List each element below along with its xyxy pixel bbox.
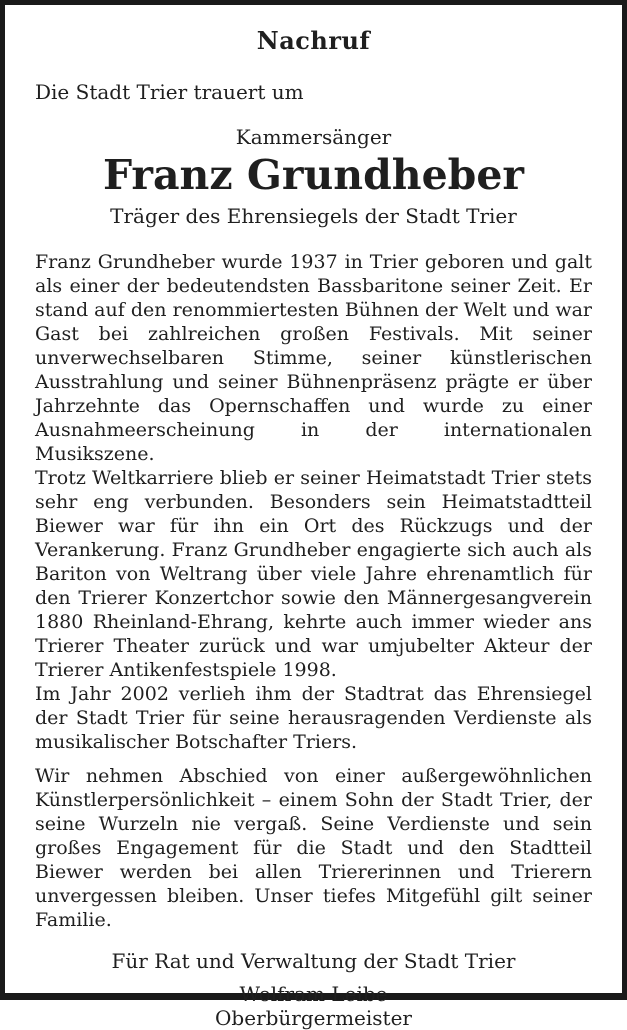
notice-title: Nachruf (256, 26, 371, 55)
body-paragraph-hometown: Trotz Weltkarriere blieb er seiner Heimatstadt Trier stets sehr eng verbunden. Besonders sein Heimatstadtteil Biewer war für ihn ein Ort des Rückzugs und der Verankerung. Franz Grundheber engagierte sich auch als Bariton von Weltrang über viele Jahre ehrenamtlich für den Trierer Konzertchor sowie den Männergesangverein 1880 Rheinland-Ehrang, kehrte auch immer wieder ans Trierer Theater zurück und war umjubelter Akteur der Trierer Antikenfestspiele 1998. (35, 466, 592, 681)
deceased-name: Franz Grundheber (102, 150, 525, 199)
signature-name: Wolfram Leibe (239, 981, 388, 1006)
intro-line: Die Stadt Trier trauert um (35, 79, 304, 104)
body-paragraph-farewell: Wir nehmen Abschied von einer außergewöhnlichen Künstlerpersönlichkeit – einem Sohn der Stadt Trier, der seine Wurzeln nie vergaß. Seine Verdienste und sein großes Engagement für die Stadt und den Stadtteil Biewer werden bei allen Triererinnen und Trierern unvergessen bleiben. Unser tiefes Mitgefühl gilt seiner Familie. (35, 764, 592, 931)
signature-title: Oberbürgermeister (215, 1005, 412, 1030)
body-paragraph-biography: Franz Grundheber wurde 1937 in Trier geboren und galt als einer der bedeutendsten Bassbaritone seiner Zeit. Er stand auf den renommiertesten Bühnen der Welt und war Gast bei zahlreichen großen Festivals. Mit seiner unverwechselbaren Stimme, seiner künstlerischen Ausstrahlung und seiner Bühnenpräsenz prägte er über Jahrzehnte das Opernschaffen und wurde zu einer Ausnahmeerscheinung in der internationalen Musikszene. (35, 250, 592, 465)
honorific-title: Kammersänger (235, 124, 392, 149)
obituary-body (35, 250, 592, 932)
signature-block (35, 982, 592, 1030)
honor-subtitle: Träger des Ehrensiegels der Stadt Trier (110, 203, 517, 228)
body-paragraph-honor: Im Jahr 2002 verlieh ihm der Stadtrat das Ehrensiegel der Stadt Trier für seine herausragenden Verdienste als musikalischer Botschafter Triers. (35, 682, 592, 753)
closing-line: Für Rat und Verwaltung der Stadt Trier (111, 948, 516, 973)
